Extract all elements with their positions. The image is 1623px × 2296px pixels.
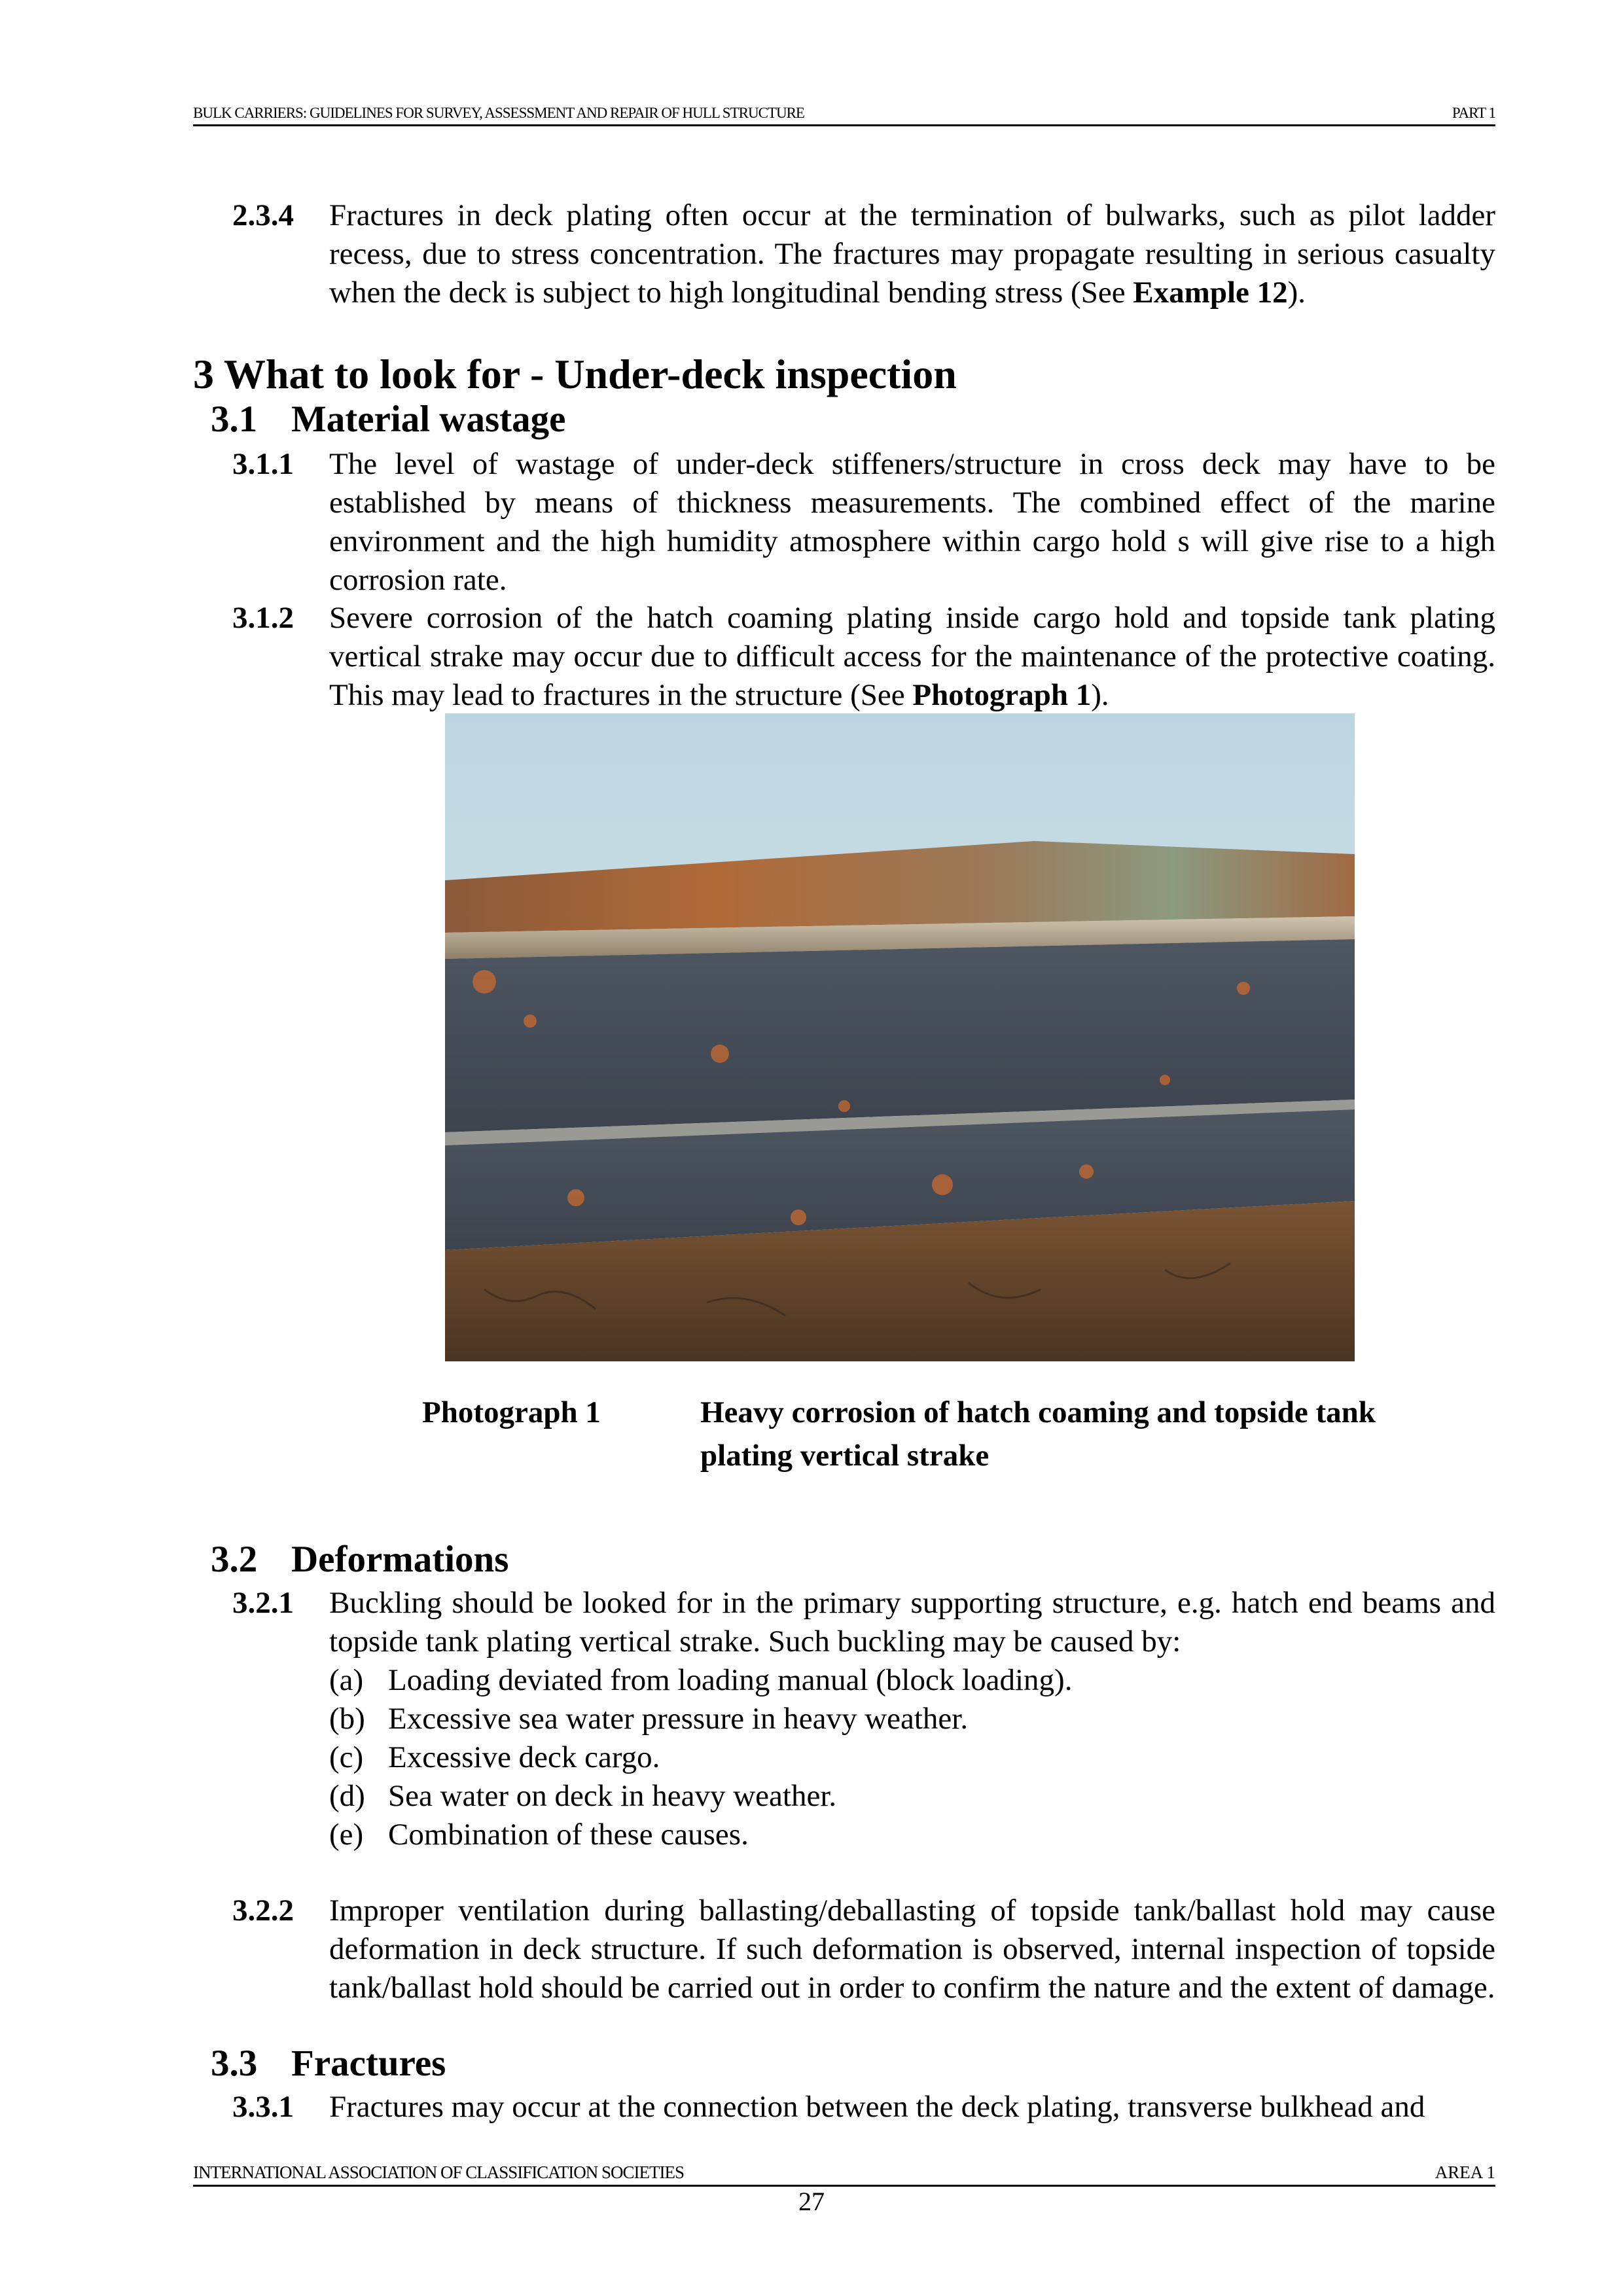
paragraph-number: 3.1.1	[232, 447, 294, 481]
paragraph-text: Severe corrosion of the hatch coaming plating inside cargo hold and topside tank plating vertical strake may occur due to difficult access for the maintenance of the protective coating. This may lead to fractures in the structure (See Photograph 1).	[329, 601, 1495, 712]
paragraph-text: Fractures in deck plating often occur at the termination of bulwarks, such as pilot ladder recess, due to stress concentration. The fractures may propagate resulting in serious casualty when the deck is subject to high longitudinal bending stress (See Example 12).	[329, 198, 1495, 310]
list-item: (a) Loading deviated from loading manual (block loading).	[329, 1663, 1073, 1697]
example-reference: Example 12	[1133, 276, 1288, 310]
paragraph-3-1-1	[232, 445, 1495, 600]
paragraph-text: Buckling should be looked for in the primary supporting structure, e.g. hatch end beams and topside tank plating vertical strake. Such buckling may be caused by:	[329, 1586, 1495, 1659]
paragraph-text: Fractures may occur at the connection between the deck plating, transverse bulkhead and	[329, 2090, 1425, 2124]
paragraph-text: The level of wastage of under-deck stiffeners/structure in cross deck may have to be established by means of thickness measurements. The combined effect of the marine environment and the high humidity atmosphere within cargo hold s will give rise to a high corrosion rate.	[329, 447, 1495, 597]
paragraph-number: 3.2.2	[232, 1893, 294, 1928]
running-header	[193, 98, 1495, 126]
section-heading-3-1: 3.1 Material wastage	[211, 399, 566, 440]
paragraph-number: 3.2.1	[232, 1586, 294, 1620]
header-part: PART 1	[1452, 105, 1495, 121]
paragraph-number: 2.3.4	[232, 198, 294, 232]
list-item: (c) Excessive deck cargo.	[329, 1740, 660, 1774]
photograph-reference: Photograph 1	[912, 678, 1092, 712]
paragraph-3-2-2	[232, 1892, 1495, 2007]
paragraph-3-3-1	[232, 2088, 1495, 2126]
photo-caption: Heavy corrosion of hatch coaming and topside tank plating vertical strake	[700, 1395, 1376, 1473]
list-item: (b) Excessive sea water pressure in heavy weather.	[329, 1702, 969, 1736]
paragraph-text: Improper ventilation during ballasting/deballasting of topside tank/ballast hold may cause deformation in deck structure. If such deformation is observed, internal inspection of topside tank/ballast hold should be carried out in order to confirm the nature and the extent of damage.	[329, 1893, 1495, 2005]
header-title: BULK CARRIERS: GUIDELINES FOR SURVEY, ASSESSMENT AND REPAIR OF HULL STRUCTURE	[193, 105, 804, 121]
section-heading-3-3: 3.3 Fractures	[211, 2043, 446, 2084]
photo-label: Photograph 1	[422, 1395, 601, 1429]
paragraph-3-2-1	[232, 1584, 1495, 1661]
footer-organisation: INTERNATIONAL ASSOCIATION OF CLASSIFICATION SOCIETIES	[193, 2162, 685, 2182]
section-heading-3: 3 What to look for - Under-deck inspection	[193, 351, 957, 397]
footer-area: AREA 1	[1435, 2162, 1495, 2182]
paragraph-number: 3.1.2	[232, 601, 294, 635]
section-heading-3-2: 3.2 Deformations	[211, 1539, 509, 1580]
list-item: (d) Sea water on deck in heavy weather.	[329, 1779, 837, 1813]
causes-list	[329, 1661, 1072, 1854]
paragraph-2-3-4	[232, 196, 1495, 312]
paragraph-number: 3.3.1	[232, 2090, 294, 2124]
paragraph-3-1-2	[232, 599, 1495, 715]
list-item: (e) Combination of these causes.	[329, 1818, 749, 1852]
corroded-hatch-coaming-photo	[445, 713, 1355, 1361]
running-footer	[193, 2160, 1495, 2187]
page-number: 27	[798, 2187, 825, 2216]
